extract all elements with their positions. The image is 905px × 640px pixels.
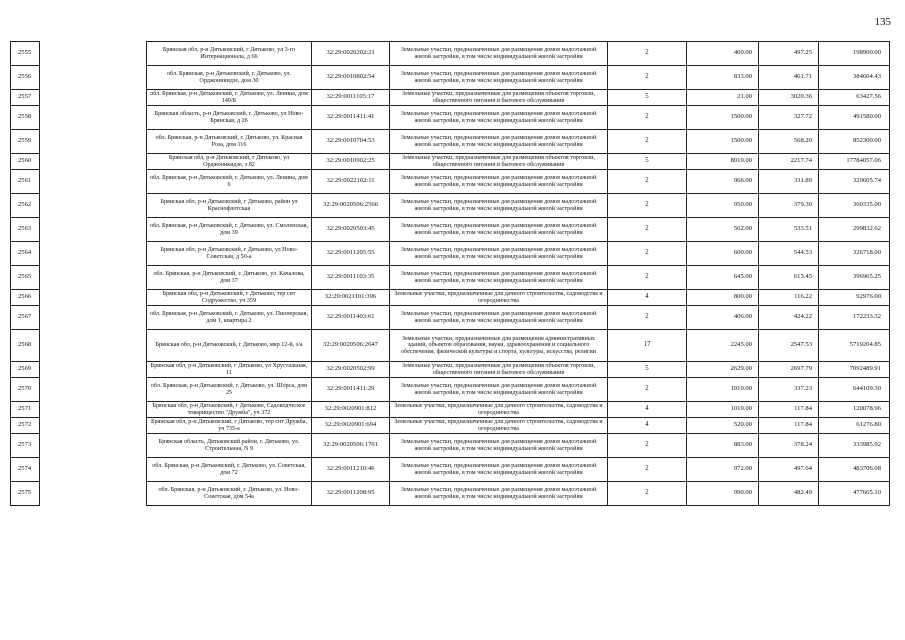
area-cell: 1019.00 [687,402,759,418]
area-cell: 645.00 [687,266,759,290]
specific-value-cell: 424.22 [759,306,819,330]
area-cell: 400.00 [687,42,759,66]
specific-value-cell: 615.45 [759,266,819,290]
area-cell: 883.00 [687,434,759,458]
table-row [11,266,890,290]
group-number-cell: 2 [608,218,687,242]
address-cell: Брянская обл, р-н Дятьковский, г Дятьково, ул 3-го Интернационала, д 66 [147,42,312,66]
cadastral-value-cell: 320605.74 [819,170,890,194]
cadastral-value-cell: 198900.00 [819,42,890,66]
cadastral-number-cell: 32:29:0022102:11 [312,170,390,194]
land-use-cell: Земельные участки, предназначенные для размещения домов малоэтажной жилой застройки, в том числе индивидуальной жилой застройки [390,378,608,402]
cadastral-value-cell: 120078.96 [819,402,890,418]
land-use-cell: Земельные участки, предназначенные для размещения домов малоэтажной жилой застройки, в том числе индивидуальной жилой застройки [390,458,608,482]
area-cell: 990.00 [687,482,759,506]
table-row [11,106,890,130]
cadastral-number-cell: 32:29:0020506:1761 [312,434,390,458]
area-cell: 406.00 [687,306,759,330]
specific-value-cell: 327.72 [759,106,819,130]
row-number: 2567 [11,306,40,330]
cadastral-number-cell: 32:29:0011105:17 [312,90,390,106]
table-row [11,378,890,402]
address-cell: обл. Брянская, р-н Дятьковский, г. Дятьково, ул. Ленина, дом 149/Б [147,90,312,106]
row-number: 2566 [11,290,40,306]
area-cell: 1500.00 [687,130,759,154]
spacer [40,378,147,402]
specific-value-cell: 497.25 [759,42,819,66]
area-cell: 966.00 [687,170,759,194]
specific-value-cell: 2217.74 [759,154,819,170]
land-use-cell: Земельные участки, предназначенные для дачного строительства, садоводства и огородничества [390,402,608,418]
group-number-cell: 2 [608,170,687,194]
land-use-cell: Земельные участки, предназначенные для размещения домов малоэтажной жилой застройки, в том числе индивидуальной жилой застройки [390,434,608,458]
land-use-cell: Земельные участки, предназначенные для размещения домов малоэтажной жилой застройки, в том числе индивидуальной жилой застройки [390,266,608,290]
cadastral-number-cell: 32:29:0020901:694 [312,418,390,434]
group-number-cell: 5 [608,154,687,170]
address-cell: Брянская обл, р-н Дятьковский, г Дятьково, тер снт Дружба, уч 735-а [147,418,312,434]
spacer [40,330,147,362]
cadastral-value-cell: 644109.30 [819,378,890,402]
group-number-cell: 2 [608,194,687,218]
cadastral-number-cell: 32:29:0010802:54 [312,66,390,90]
cadastral-number-cell: 32:29:0020901:812 [312,402,390,418]
spacer [40,154,147,170]
address-cell: обл. Брянская, р-н Дятьковский, г. Дятьково, ул. Ново-Советская, дом 54а [147,482,312,506]
cadastral-number-cell: 32:29:0011208:95 [312,482,390,506]
spacer [40,458,147,482]
cadastral-value-cell: 326718.00 [819,242,890,266]
spacer [40,266,147,290]
table-row [11,418,890,434]
row-number: 2555 [11,42,40,66]
spacer [40,194,147,218]
row-number: 2568 [11,330,40,362]
address-cell: обл. Брянская, р-н Дятьковский, г. Дятьково, ул. Смоленская, дом 39 [147,218,312,242]
page-number: 135 [874,16,891,28]
row-number: 2569 [11,362,40,378]
area-cell: 833.00 [687,66,759,90]
specific-value-cell: 379.30 [759,194,819,218]
land-use-cell: Земельные участки, предназначенные для размещения объектов торговли, общественного питания и бытового обслуживания [390,362,608,378]
land-use-cell: Земельные участки, предназначенные для размещения домов малоэтажной жилой застройки, в том числе индивидуальной жилой застройки [390,242,608,266]
specific-value-cell: 497.64 [759,458,819,482]
table-row [11,194,890,218]
address-cell: Брянская обл, р-н Дятьковский, г Дятьково, Садоводческое товарищество "Дружба", уч 372 [147,402,312,418]
cadastral-value-cell: 63427.56 [819,90,890,106]
group-number-cell: 2 [608,106,687,130]
specific-value-cell: 117.84 [759,418,819,434]
group-number-cell: 2 [608,458,687,482]
group-number-cell: 2 [608,42,687,66]
cadastral-value-cell: 172233.32 [819,306,890,330]
specific-value-cell: 482.49 [759,482,819,506]
table-row [11,170,890,194]
row-number: 2572 [11,418,40,434]
group-number-cell: 2 [608,434,687,458]
area-cell: 21.00 [687,90,759,106]
spacer [40,42,147,66]
group-number-cell: 2 [608,482,687,506]
table-row [11,242,890,266]
address-cell: обл. Брянская, р-н Дятьковский, г. Дятьково, ул. Качалова, дом 37 [147,266,312,290]
address-cell: Брянская обл, р-н Дятьковский, г Дятьково, ул Ново-Советская, д 50-а [147,242,312,266]
table-row [11,130,890,154]
land-use-cell: Земельные участки, предназначенные для размещения объектов торговли, общественного питания и бытового обслуживания [390,90,608,106]
spacer [40,402,147,418]
group-number-cell: 2 [608,306,687,330]
table-row [11,66,890,90]
land-use-cell: Земельные участки, предназначенные для размещения домов малоэтажной жилой застройки, в том числе индивидуальной жилой застройки [390,130,608,154]
area-cell: 950.00 [687,194,759,218]
group-number-cell: 5 [608,362,687,378]
address-cell: Брянская обл, р-н Дятьковский, г Дятьково, ул Орджоникидзе, з 82 [147,154,312,170]
address-cell: Брянская область, р-н Дятьковский, г. Дятьково, ул Ново-Брянская, д 26 [147,106,312,130]
cadastral-value-cell: 5719204.85 [819,330,890,362]
group-number-cell: 17 [608,330,687,362]
land-use-cell: Земельные участки, предназначенные для размещения домов малоэтажной жилой застройки, в том числе индивидуальной жилой застройки [390,170,608,194]
land-use-cell: Земельные участки, предназначенные для размещения объектов торговли, общественного питания и бытового обслуживания [390,154,608,170]
table-row [11,434,890,458]
spacer [40,482,147,506]
specific-value-cell: 378.24 [759,434,819,458]
specific-value-cell: 331.89 [759,170,819,194]
group-number-cell: 2 [608,66,687,90]
cadastral-value-cell: 7092489.91 [819,362,890,378]
specific-value-cell: 117.84 [759,402,819,418]
specific-value-cell: 2697.79 [759,362,819,378]
row-number: 2556 [11,66,40,90]
cadastral-number-cell: 32:29:0011103:35 [312,266,390,290]
spacer [40,418,147,434]
spacer [40,362,147,378]
cadastral-number-cell: 32:29:0021101:396 [312,290,390,306]
table-row [11,402,890,418]
area-cell: 800.00 [687,290,759,306]
area-cell: 520.00 [687,418,759,434]
address-cell: обл. Брянская, р-н Дятьковский, г. Дятьково, ул. Советская, дом 72 [147,458,312,482]
row-number: 2563 [11,218,40,242]
row-number: 2561 [11,170,40,194]
cadastral-number-cell: 32:29:0010902:25 [312,154,390,170]
table-row [11,290,890,306]
land-use-cell: Земельные участки, предназначенные для размещения домов малоэтажной жилой застройки, в том числе индивидуальной жилой застройки [390,194,608,218]
specific-value-cell: 533.51 [759,218,819,242]
row-number: 2560 [11,154,40,170]
spacer [40,130,147,154]
row-number: 2571 [11,402,40,418]
row-number: 2558 [11,106,40,130]
address-cell: обл. Брянская, р-н Дятьковский, г. Дятьково, ул. Красная Роза, дом 116 [147,130,312,154]
cadastral-number-cell: 32:29:0011403:61 [312,306,390,330]
cadastral-value-cell: 852300.00 [819,130,890,154]
table-row [11,482,890,506]
specific-value-cell: 461.71 [759,66,819,90]
area-cell: 8019.00 [687,154,759,170]
group-number-cell: 2 [608,130,687,154]
area-cell: 600.00 [687,242,759,266]
land-use-cell: Земельные участки, предназначенные для размещения домов малоэтажной жилой застройки, в том числе индивидуальной жилой застройки [390,482,608,506]
spacer [40,66,147,90]
group-number-cell: 5 [608,90,687,106]
specific-value-cell: 2547.53 [759,330,819,362]
area-cell: 2245.00 [687,330,759,362]
table-row [11,90,890,106]
spacer [40,106,147,130]
address-cell: Брянская область, Дятьковский район, г. Дятьково, ул. Строительная, N 9 [147,434,312,458]
land-use-cell: Земельные участки, предназначенные для дачного строительства, садоводства и огородничества [390,290,608,306]
table-row [11,362,890,378]
row-number: 2557 [11,90,40,106]
address-cell: обл. Брянская, р-н Дятьковский, г. Дятьково, ул. Пионерская, дом 1, квартира 2 [147,306,312,330]
land-use-cell: Земельные участки, предназначенные для размещения домов малоэтажной жилой застройки, в том числе индивидуальной жилой застройки [390,218,608,242]
spacer [40,290,147,306]
land-use-cell: Земельные участки, предназначенные для размещения домов малоэтажной жилой застройки, в том числе индивидуальной жилой застройки [390,66,608,90]
address-cell: Брянская обл, р-н Дятьковский, г Дятьково, тер снт Содружество, уч 359 [147,290,312,306]
table-row [11,218,890,242]
address-cell: обл. Брянская, р-н Дятьковский, г. Дятьково, ул. Орджоникидзе, дом 30 [147,66,312,90]
row-number: 2573 [11,434,40,458]
cadastral-value-cell: 483706.08 [819,458,890,482]
area-cell: 562.00 [687,218,759,242]
group-number-cell: 4 [608,402,687,418]
cadastral-value-cell: 333985.92 [819,434,890,458]
cadastral-number-cell: 32:29:0011205:55 [312,242,390,266]
table-row [11,458,890,482]
cadastral-value-cell: 491580.00 [819,106,890,130]
cadastral-number-cell: 32:29:0011411:41 [312,106,390,130]
land-use-cell: Земельные участки, предназначенные для дачного строительства, садоводства и огородничества [390,418,608,434]
cadastral-number-cell: 32:29:0020506:2566 [312,194,390,218]
row-number: 2570 [11,378,40,402]
cadastral-number-cell: 32:29:0020202:21 [312,42,390,66]
cadastral-number-cell: 32:29:0020502:99 [312,362,390,378]
table-row [11,42,890,66]
cadastral-number-cell: 32:29:0011210:46 [312,458,390,482]
specific-value-cell: 544.53 [759,242,819,266]
table-row [11,154,890,170]
address-cell: обл. Брянская, р-н Дятьковский, г. Дятьково, ул. Шорса, дом 25 [147,378,312,402]
row-number: 2562 [11,194,40,218]
land-use-cell: Земельные участки, предназначенные для размещения административных зданий, объектов образования, науки, здравоохранения и социального обеспечения, физической культуры и спорта, культуры, искусства, религии [390,330,608,362]
table-row [11,306,890,330]
cadastral-number-cell: 32:29:0011411:29 [312,378,390,402]
address-cell: обл. Брянская, р-н Дятьковский, г. Дятьково, ул. Ленина, дом 6 [147,170,312,194]
row-number: 2565 [11,266,40,290]
address-cell: Брянская обл, р-н Дятьковский, г Дятьково, район ул Краснофлотская [147,194,312,218]
cadastral-value-cell: 396965.25 [819,266,890,290]
spacer [40,218,147,242]
table-body [11,42,890,506]
address-cell: Брянская обл, р-н Дятьковский, г Дятьково, мкр 12-й, з/а [147,330,312,362]
land-use-cell: Земельные участки, предназначенные для размещения домов малоэтажной жилой застройки, в том числе индивидуальной жилой застройки [390,306,608,330]
cadastral-number-cell: 32:29:0020506:2647 [312,330,390,362]
area-cell: 1500.00 [687,106,759,130]
specific-value-cell: 568.20 [759,130,819,154]
specific-value-cell: 337.23 [759,378,819,402]
row-number: 2574 [11,458,40,482]
table-row [11,330,890,362]
address-cell: Брянская обл, р-н Дятьковский, г Дятьково, ул Хрустальная, 11 [147,362,312,378]
specific-value-cell: 3020.36 [759,90,819,106]
spacer [40,170,147,194]
cadastral-value-cell: 299832.62 [819,218,890,242]
land-use-cell: Земельные участки, предназначенные для размещения домов малоэтажной жилой застройки, в том числе индивидуальной жилой застройки [390,106,608,130]
group-number-cell: 2 [608,266,687,290]
cadastral-value-cell: 477665.10 [819,482,890,506]
group-number-cell: 2 [608,378,687,402]
area-cell: 972.00 [687,458,759,482]
row-number: 2559 [11,130,40,154]
cadastral-value-cell: 384604.43 [819,66,890,90]
area-cell: 2629.00 [687,362,759,378]
cadastral-value-cell: 360335.00 [819,194,890,218]
group-number-cell: 4 [608,418,687,434]
cadastral-value-table [10,41,890,506]
row-number: 2564 [11,242,40,266]
cadastral-value-cell: 92976.00 [819,290,890,306]
cadastral-number-cell: 32:29:0010704:53 [312,130,390,154]
spacer [40,434,147,458]
spacer [40,306,147,330]
specific-value-cell: 116.22 [759,290,819,306]
cadastral-value-cell: 17784057.06 [819,154,890,170]
cadastral-number-cell: 32:29:0020503:45 [312,218,390,242]
spacer [40,90,147,106]
area-cell: 1910.00 [687,378,759,402]
land-use-cell: Земельные участки, предназначенные для размещения домов малоэтажной жилой застройки, в том числе индивидуальной жилой застройки [390,42,608,66]
spacer [40,242,147,266]
group-number-cell: 2 [608,242,687,266]
group-number-cell: 4 [608,290,687,306]
row-number: 2575 [11,482,40,506]
cadastral-value-cell: 61276.80 [819,418,890,434]
